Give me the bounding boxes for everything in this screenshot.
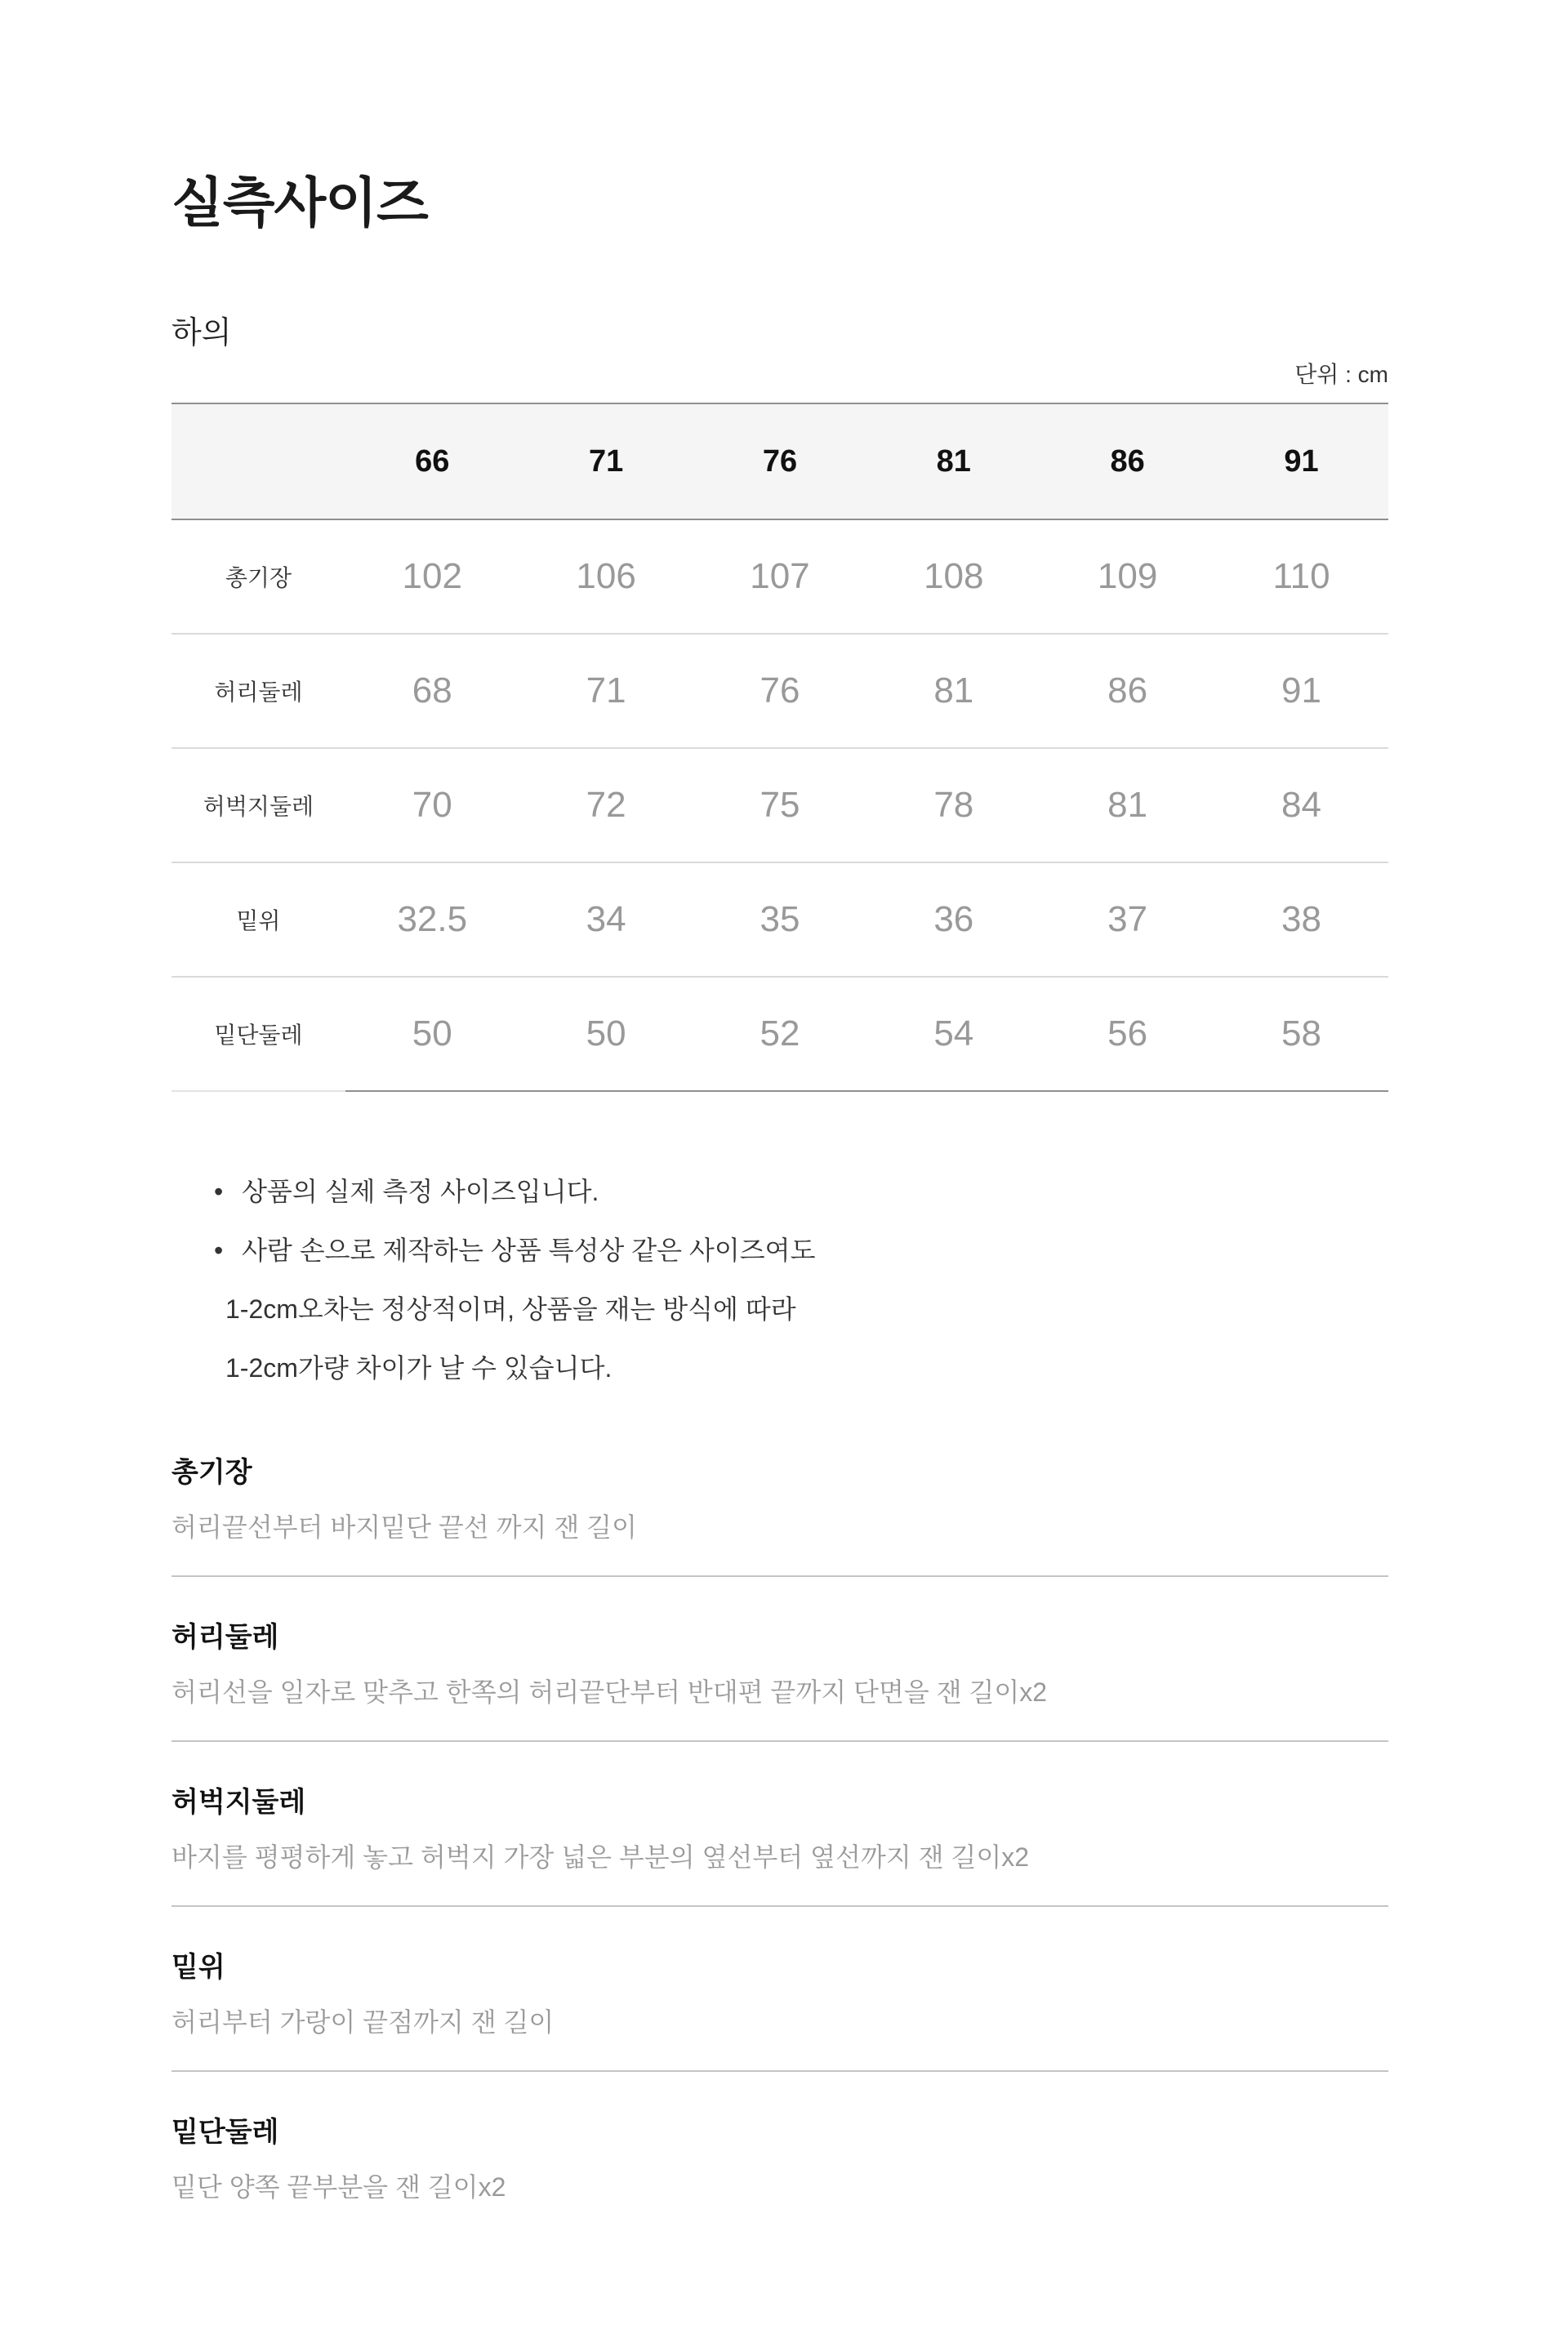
guide-description: 밑단 양쪽 끝부분을 잰 길이x2 (172, 2172, 506, 2202)
size-value-cell: 81 (1040, 748, 1214, 862)
note-item (214, 1162, 1388, 1221)
size-value-cell: 56 (1040, 977, 1214, 1091)
table-row-total-length (172, 519, 1388, 634)
size-value-cell: 37 (1040, 862, 1214, 977)
size-value-cell: 78 (866, 748, 1040, 862)
size-value-cell: 107 (693, 519, 867, 634)
size-table (172, 403, 1388, 1092)
size-value-cell: 50 (519, 977, 693, 1091)
garment-section-title: 하의 (172, 316, 232, 350)
guide-description: 허리선을 일자로 맞추고 한쪽의 허리끝단부터 반대편 끝까지 단면을 잰 길이x2 (172, 1677, 1048, 1707)
size-value-cell: 72 (519, 748, 693, 862)
size-column-header: 91 (1214, 403, 1388, 519)
divider (172, 2070, 1388, 2072)
size-value-cell: 75 (693, 748, 867, 862)
note-text: 1-2cm오차는 정상적이며, 상품을 재는 방식에 따라 (225, 1294, 796, 1324)
size-value-cell: 109 (1040, 519, 1214, 634)
note-text: 사람 손으로 제작하는 상품 특성상 같은 사이즈여도 (242, 1236, 816, 1265)
size-column-header: 66 (345, 403, 519, 519)
divider (172, 1575, 1388, 1577)
guide-thigh (172, 1784, 1388, 1874)
size-table-corner-cell (172, 403, 345, 519)
size-column-header: 76 (693, 403, 867, 519)
size-header-row (172, 403, 1388, 519)
size-value-cell: 32.5 (345, 862, 519, 977)
size-column-header: 81 (866, 403, 1040, 519)
size-value-cell: 35 (693, 862, 867, 977)
size-value-cell: 86 (1040, 634, 1214, 748)
table-row-thigh (172, 748, 1388, 862)
size-value-cell: 84 (1214, 748, 1388, 862)
size-value-cell: 106 (519, 519, 693, 634)
size-value-cell: 71 (519, 634, 693, 748)
size-value-cell: 54 (866, 977, 1040, 1091)
row-label: 밑단둘레 (172, 977, 345, 1091)
guide-term: 총기장 (172, 1457, 252, 1488)
guide-waist (172, 1619, 1388, 1709)
note-text: 상품의 실제 측정 사이즈입니다. (242, 1177, 599, 1206)
size-value-cell: 76 (693, 634, 867, 748)
guide-description: 허리부터 가랑이 끝점까지 잰 길이 (172, 2007, 555, 2037)
row-label: 밑위 (172, 862, 345, 977)
guide-term: 밑위 (172, 1952, 225, 1983)
size-value-cell: 34 (519, 862, 693, 977)
divider (172, 1740, 1388, 1742)
size-value-cell: 36 (866, 862, 1040, 977)
guide-description: 허리끝선부터 바지밑단 끝선 까지 잰 길이 (172, 1512, 637, 1542)
divider (172, 1905, 1388, 1907)
size-value-cell: 68 (345, 634, 519, 748)
bullet-marker: • (214, 1177, 224, 1206)
size-column-header: 71 (519, 403, 693, 519)
size-column-header: 86 (1040, 403, 1214, 519)
note-item (214, 1221, 1388, 1280)
row-label: 총기장 (172, 519, 345, 634)
guide-term: 허리둘레 (172, 1622, 279, 1653)
bullet-marker: • (214, 1236, 224, 1265)
note-item-continuation (214, 1280, 1388, 1339)
unit-label: 단위 : cm (1294, 362, 1388, 387)
size-value-cell: 58 (1214, 977, 1388, 1091)
table-row-waist (172, 634, 1388, 748)
size-value-cell: 50 (345, 977, 519, 1091)
bullet-marker (214, 1339, 225, 1397)
size-value-cell: 81 (866, 634, 1040, 748)
note-text: 1-2cm가량 차이가 날 수 있습니다. (225, 1353, 612, 1383)
guide-term: 허벅지둘레 (172, 1787, 306, 1818)
size-value-cell: 91 (1214, 634, 1388, 748)
guide-total-length (172, 1454, 1388, 1544)
guide-description: 바지를 평평하게 놓고 허벅지 가장 넓은 부분의 옆선부터 옆선까지 잰 길이x2 (172, 1842, 1030, 1872)
size-value-cell: 52 (693, 977, 867, 1091)
row-label: 허리둘레 (172, 634, 345, 748)
bullet-marker (214, 1280, 225, 1339)
size-value-cell: 102 (345, 519, 519, 634)
size-table-header (172, 403, 1388, 519)
size-value-cell: 110 (1214, 519, 1388, 634)
notes-list (172, 1162, 1388, 1397)
guide-term: 밑단둘레 (172, 2117, 279, 2148)
note-item-continuation (214, 1339, 1388, 1397)
row-label: 허벅지둘레 (172, 748, 345, 862)
measure-guides (172, 1454, 1388, 2351)
guide-rise (172, 1949, 1388, 2039)
size-value-cell: 38 (1214, 862, 1388, 977)
table-row-rise (172, 862, 1388, 977)
size-table-body (172, 519, 1388, 1091)
table-row-hem (172, 977, 1388, 1091)
page-title: 실측사이즈 (172, 172, 428, 233)
size-value-cell: 108 (866, 519, 1040, 634)
size-value-cell: 70 (345, 748, 519, 862)
guide-hem (172, 2114, 1388, 2204)
